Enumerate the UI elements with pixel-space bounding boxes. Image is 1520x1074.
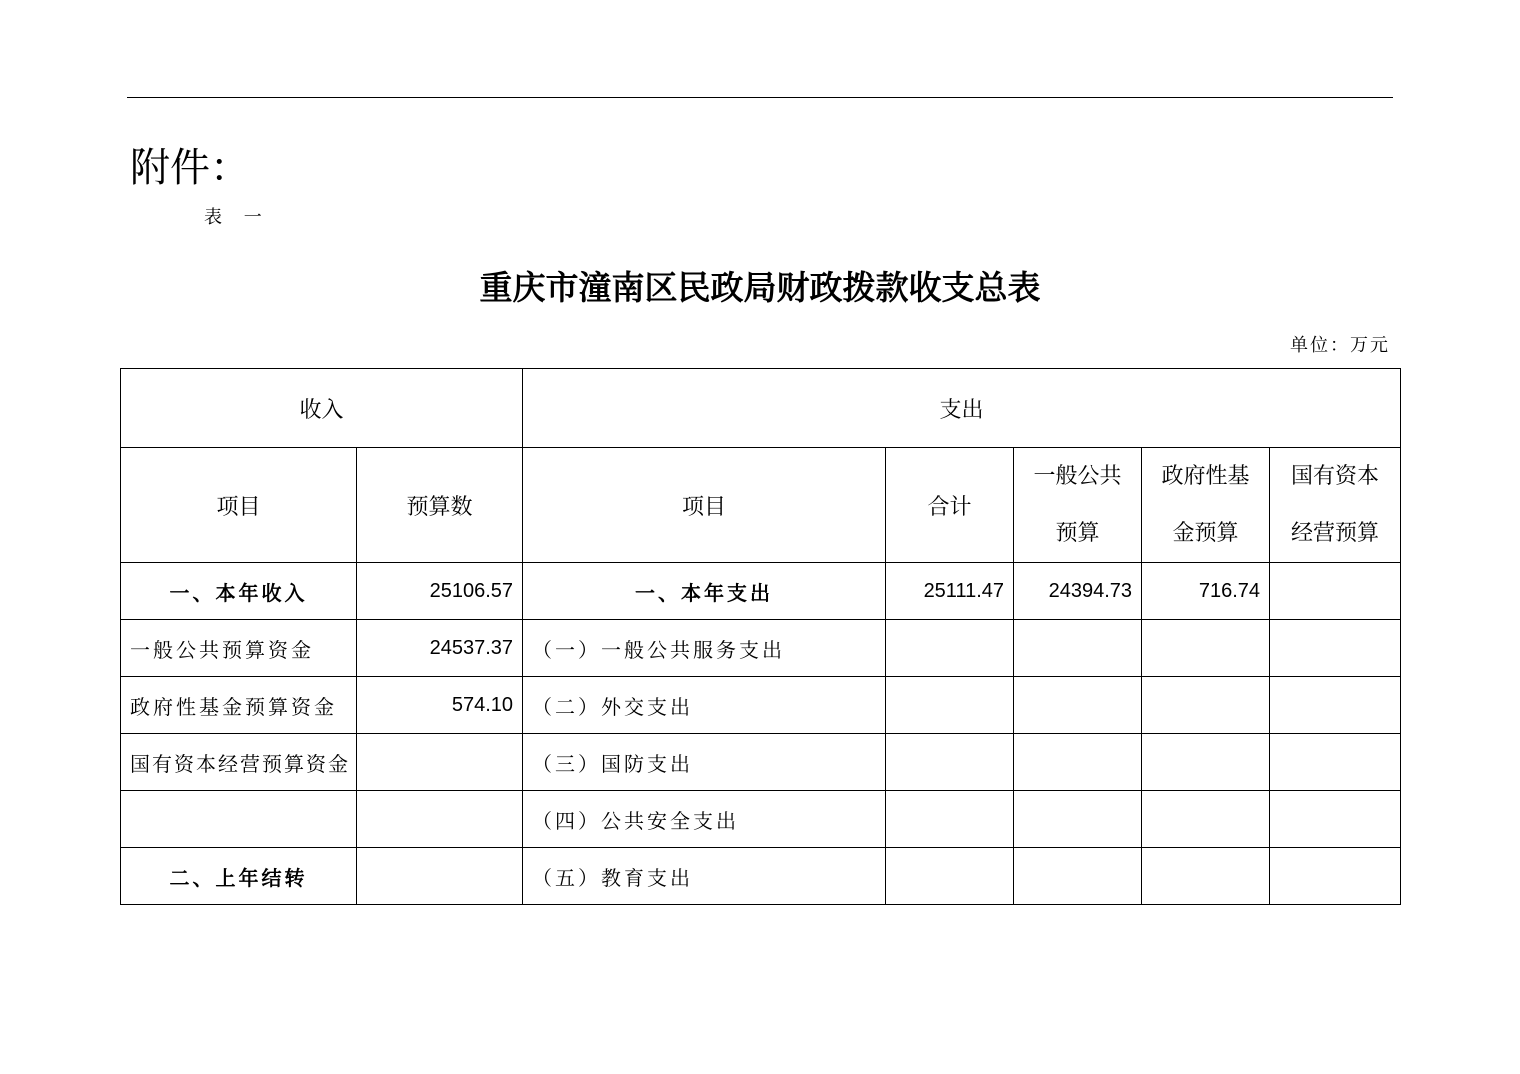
gov-fund-header-line2: 金预算: [1172, 521, 1239, 546]
income-budget-header: 预算数: [357, 448, 523, 563]
expense-item-cell: （二）外交支出: [523, 677, 886, 734]
state-capital-header: [1270, 448, 1401, 563]
group-header-row: [121, 369, 1401, 448]
table-row: [121, 848, 1401, 905]
income-budget-cell: 574.10: [357, 677, 523, 734]
general-public-cell: 24394.73: [1014, 563, 1142, 620]
general-public-cell: [1014, 848, 1142, 905]
gov-fund-cell: 716.74: [1142, 563, 1270, 620]
budget-summary-table: [120, 368, 1401, 905]
total-cell: [886, 677, 1014, 734]
general-public-header-line1: 一般公共: [1033, 464, 1122, 489]
gov-fund-header-line1: 政府性基: [1161, 464, 1250, 489]
total-header: 合计: [886, 448, 1014, 563]
gov-fund-cell: [1142, 620, 1270, 677]
general-public-cell: [1014, 734, 1142, 791]
attachment-label: 附件：: [130, 145, 250, 191]
state-capital-cell: [1270, 791, 1401, 848]
income-item-cell: 政府性基金预算资金: [121, 677, 357, 734]
total-cell: [886, 791, 1014, 848]
table-row: [121, 563, 1401, 620]
total-cell: [886, 734, 1014, 791]
state-capital-cell: [1270, 677, 1401, 734]
income-item-cell: 二、上年结转: [121, 848, 357, 905]
state-capital-header-line2: 经营预算: [1291, 521, 1380, 546]
expense-item-cell: （四）公共安全支出: [523, 791, 886, 848]
income-budget-cell: [357, 734, 523, 791]
state-capital-cell: [1270, 563, 1401, 620]
table-row: [121, 620, 1401, 677]
top-rule: [127, 97, 1393, 98]
unit-label: 单位：万元: [1290, 335, 1390, 356]
general-public-header: [1014, 448, 1142, 563]
gov-fund-cell: [1142, 791, 1270, 848]
general-public-cell: [1014, 620, 1142, 677]
column-header-row: [121, 448, 1401, 563]
table-row: [121, 734, 1401, 791]
expense-item-cell: （五）教育支出: [523, 848, 886, 905]
gov-fund-cell: [1142, 677, 1270, 734]
state-capital-cell: [1270, 734, 1401, 791]
income-item-cell: 国有资本经营预算资金: [121, 734, 357, 791]
income-budget-cell: 25106.57: [357, 563, 523, 620]
income-budget-cell: 24537.37: [357, 620, 523, 677]
gov-fund-cell: [1142, 848, 1270, 905]
income-budget-cell: [357, 791, 523, 848]
income-budget-cell: [357, 848, 523, 905]
table-number: 表 一: [204, 207, 270, 228]
total-cell: 25111.47: [886, 563, 1014, 620]
expense-item-header: 项目: [523, 448, 886, 563]
state-capital-cell: [1270, 620, 1401, 677]
table-row: [121, 791, 1401, 848]
expense-group-header: 支出: [523, 369, 1401, 448]
general-public-cell: [1014, 791, 1142, 848]
income-item-header: 项目: [121, 448, 357, 563]
income-group-header: 收入: [121, 369, 523, 448]
state-capital-cell: [1270, 848, 1401, 905]
expense-item-cell: （一）一般公共服务支出: [523, 620, 886, 677]
total-cell: [886, 620, 1014, 677]
expense-item-cell: 一、本年支出: [523, 563, 886, 620]
state-capital-header-line1: 国有资本: [1291, 464, 1380, 489]
income-item-cell: 一般公共预算资金: [121, 620, 357, 677]
income-item-cell: 一、本年收入: [121, 563, 357, 620]
general-public-header-line2: 预算: [1055, 521, 1100, 546]
gov-fund-cell: [1142, 734, 1270, 791]
expense-item-cell: （三）国防支出: [523, 734, 886, 791]
total-cell: [886, 848, 1014, 905]
income-item-cell: [121, 791, 357, 848]
gov-fund-header: [1142, 448, 1270, 563]
document-title: 重庆市潼南区民政局财政拨款收支总表: [479, 268, 1041, 307]
general-public-cell: [1014, 677, 1142, 734]
table-row: [121, 677, 1401, 734]
